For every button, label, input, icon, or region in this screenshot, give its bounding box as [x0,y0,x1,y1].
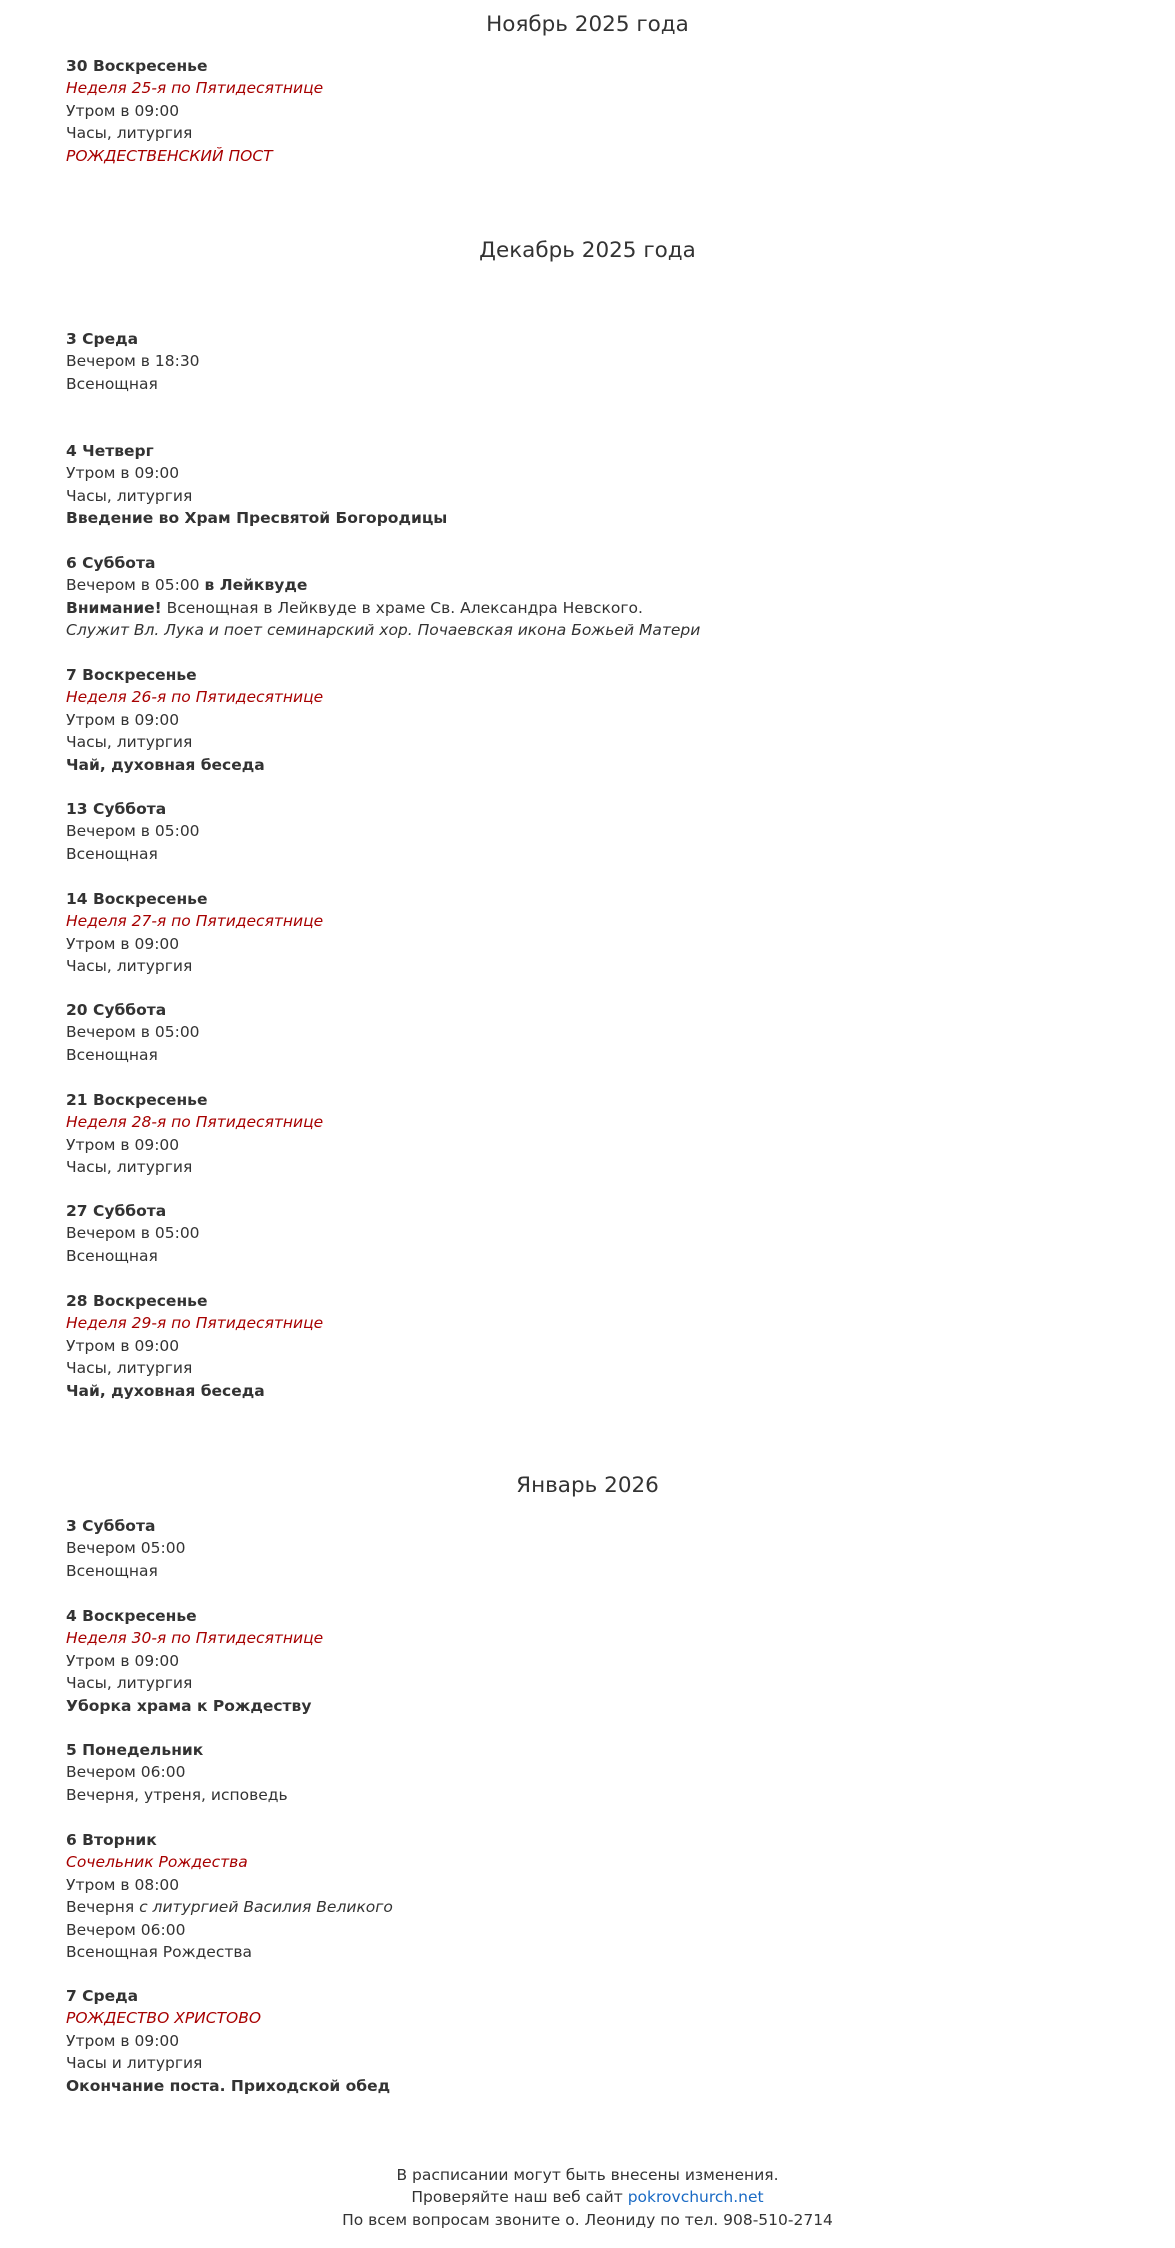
day-time: Вечером в 18:30 [66,352,200,371]
schedule-day [66,328,1106,395]
day-service: Вечерня [66,1898,135,1917]
day-service: Всенощная [66,1561,158,1580]
footer-contact: По всем вопросам звоните о. Леониду по тел. 908-510-2714 [342,2210,833,2229]
month-title-december: Декабрь 2025 года [479,238,696,263]
day-service: Вечерня, утреня, исповедь [66,1785,288,1804]
day-date: 6 Вторник [66,1831,157,1849]
day-service: Всенощная [66,374,158,393]
footer [0,2164,1175,2231]
day-date: 13 Суббота [66,800,167,818]
day-time: Вечером в 05:00 [66,1023,200,1042]
day-note: Чай, духовная беседа [66,1381,265,1400]
day-feast: Неделя 30-я по Пятидесятнице [66,1629,324,1648]
day-feast: Неделя 27-я по Пятидесятнице [66,912,324,931]
schedule-day [66,1739,1106,1806]
schedule-day [66,1089,1106,1179]
schedule-day [66,664,1106,776]
schedule-day [66,55,1106,167]
day-service: Часы, литургия [66,733,193,752]
day-time: Утром в 09:00 [66,1135,180,1154]
day-time: Утром в 09:00 [66,464,180,483]
day-feast: РОЖДЕСТВО ХРИСТОВО [66,2009,262,2028]
day-service: Всенощная [66,844,158,863]
day-note: Окончание поста. Приходской обед [66,2076,391,2095]
day-date: 20 Суббота [66,1001,167,1019]
day-service: Часы, литургия [66,1674,193,1693]
footer-disclaimer: В расписании могут быть внесены изменения. [396,2166,779,2184]
day-feast: Неделя 26-я по Пятидесятнице [66,688,324,707]
day-date: 3 Суббота [66,1517,156,1535]
website-link[interactable]: pokrovchurch.net [627,2188,764,2207]
footer-website-prefix: Проверяйте наш веб сайт [411,2188,623,2207]
day-feast: Неделя 25-я по Пятидесятнице [66,79,324,98]
day-date: 5 Понедельник [66,1741,204,1759]
day-service-line [66,1896,1106,1918]
schedule-day [66,798,1106,865]
day-date: 14 Воскресенье [66,890,208,908]
day-date: 21 Воскресенье [66,1091,208,1109]
day-time-2: Вечером 06:00 [66,1920,186,1939]
day-attention-line [66,597,1106,619]
schedule-day [66,1290,1106,1402]
day-time: Вечером в 05:00 [66,822,200,841]
schedule-day [66,1605,1106,1717]
day-service: Часы, литургия [66,1158,193,1177]
day-date: 3 Среда [66,330,139,348]
day-time: Вечером в 05:00 [66,576,200,595]
day-feast: Неделя 28-я по Пятидесятнице [66,1113,324,1132]
day-fast-notice: РОЖДЕСТВЕНСКИЙ ПОСТ [66,146,273,165]
month-title-november: Ноябрь 2025 года [486,12,689,37]
day-date: 7 Воскресенье [66,666,197,684]
day-service: Часы и литургия [66,2054,203,2073]
day-italic-note: Служит Вл. Лука и поет семинарский хор. Почаевская икона Божьей Матери [66,621,701,640]
schedule-day [66,999,1106,1066]
day-date: 28 Воскресенье [66,1292,208,1310]
day-location: в Лейквуде [204,576,308,595]
day-feast: Сочельник Рождества [66,1853,248,1872]
day-time: Утром в 08:00 [66,1875,180,1894]
day-date: 4 Четверг [66,442,154,460]
day-feast: Неделя 29-я по Пятидесятнице [66,1314,324,1333]
day-date: 4 Воскресенье [66,1607,197,1625]
day-note: Чай, духовная беседа [66,755,265,774]
day-time: Вечером в 05:00 [66,1224,200,1243]
day-service: Всенощная [66,1246,158,1265]
attention-text: Всенощная в Лейквуде в храме Св. Александра Невского. [166,598,643,617]
day-service-2: Всенощная Рождества [66,1943,253,1962]
day-time: Утром в 09:00 [66,934,180,953]
day-service: Часы, литургия [66,124,193,143]
day-date: 7 Среда [66,1987,139,2005]
day-service: Часы, литургия [66,957,193,976]
day-time: Вечером 06:00 [66,1763,186,1782]
day-service: Всенощная [66,1045,158,1064]
day-note: Введение во Храм Пресвятой Богородицы [66,509,448,528]
footer-website-line [0,2186,1175,2208]
schedule-day [66,1985,1106,2097]
day-date: 6 Суббота [66,554,156,572]
day-time: Утром в 09:00 [66,1651,180,1670]
schedule-day [66,1200,1106,1267]
day-note: Уборка храма к Рождеству [66,1696,312,1715]
day-service: Часы, литургия [66,1359,193,1378]
day-time: Утром в 09:00 [66,2031,180,2050]
day-service: Часы, литургия [66,486,193,505]
day-date: 30 Воскресенье [66,57,208,75]
schedule-day [66,1829,1106,1963]
day-date: 27 Суббота [66,1202,167,1220]
month-title-january: Январь 2026 [516,1473,659,1498]
schedule-day [66,552,1106,642]
day-time: Вечером 05:00 [66,1539,186,1558]
day-time: Утром в 09:00 [66,1336,180,1355]
attention-label: Внимание! [66,598,162,617]
schedule-day [66,1515,1106,1582]
day-time: Утром в 09:00 [66,101,180,120]
day-service-detail: с литургией Василия Великого [139,1898,393,1917]
day-time-line [66,574,1106,596]
schedule-day [66,888,1106,978]
day-time: Утром в 09:00 [66,710,180,729]
schedule-day [66,440,1106,530]
